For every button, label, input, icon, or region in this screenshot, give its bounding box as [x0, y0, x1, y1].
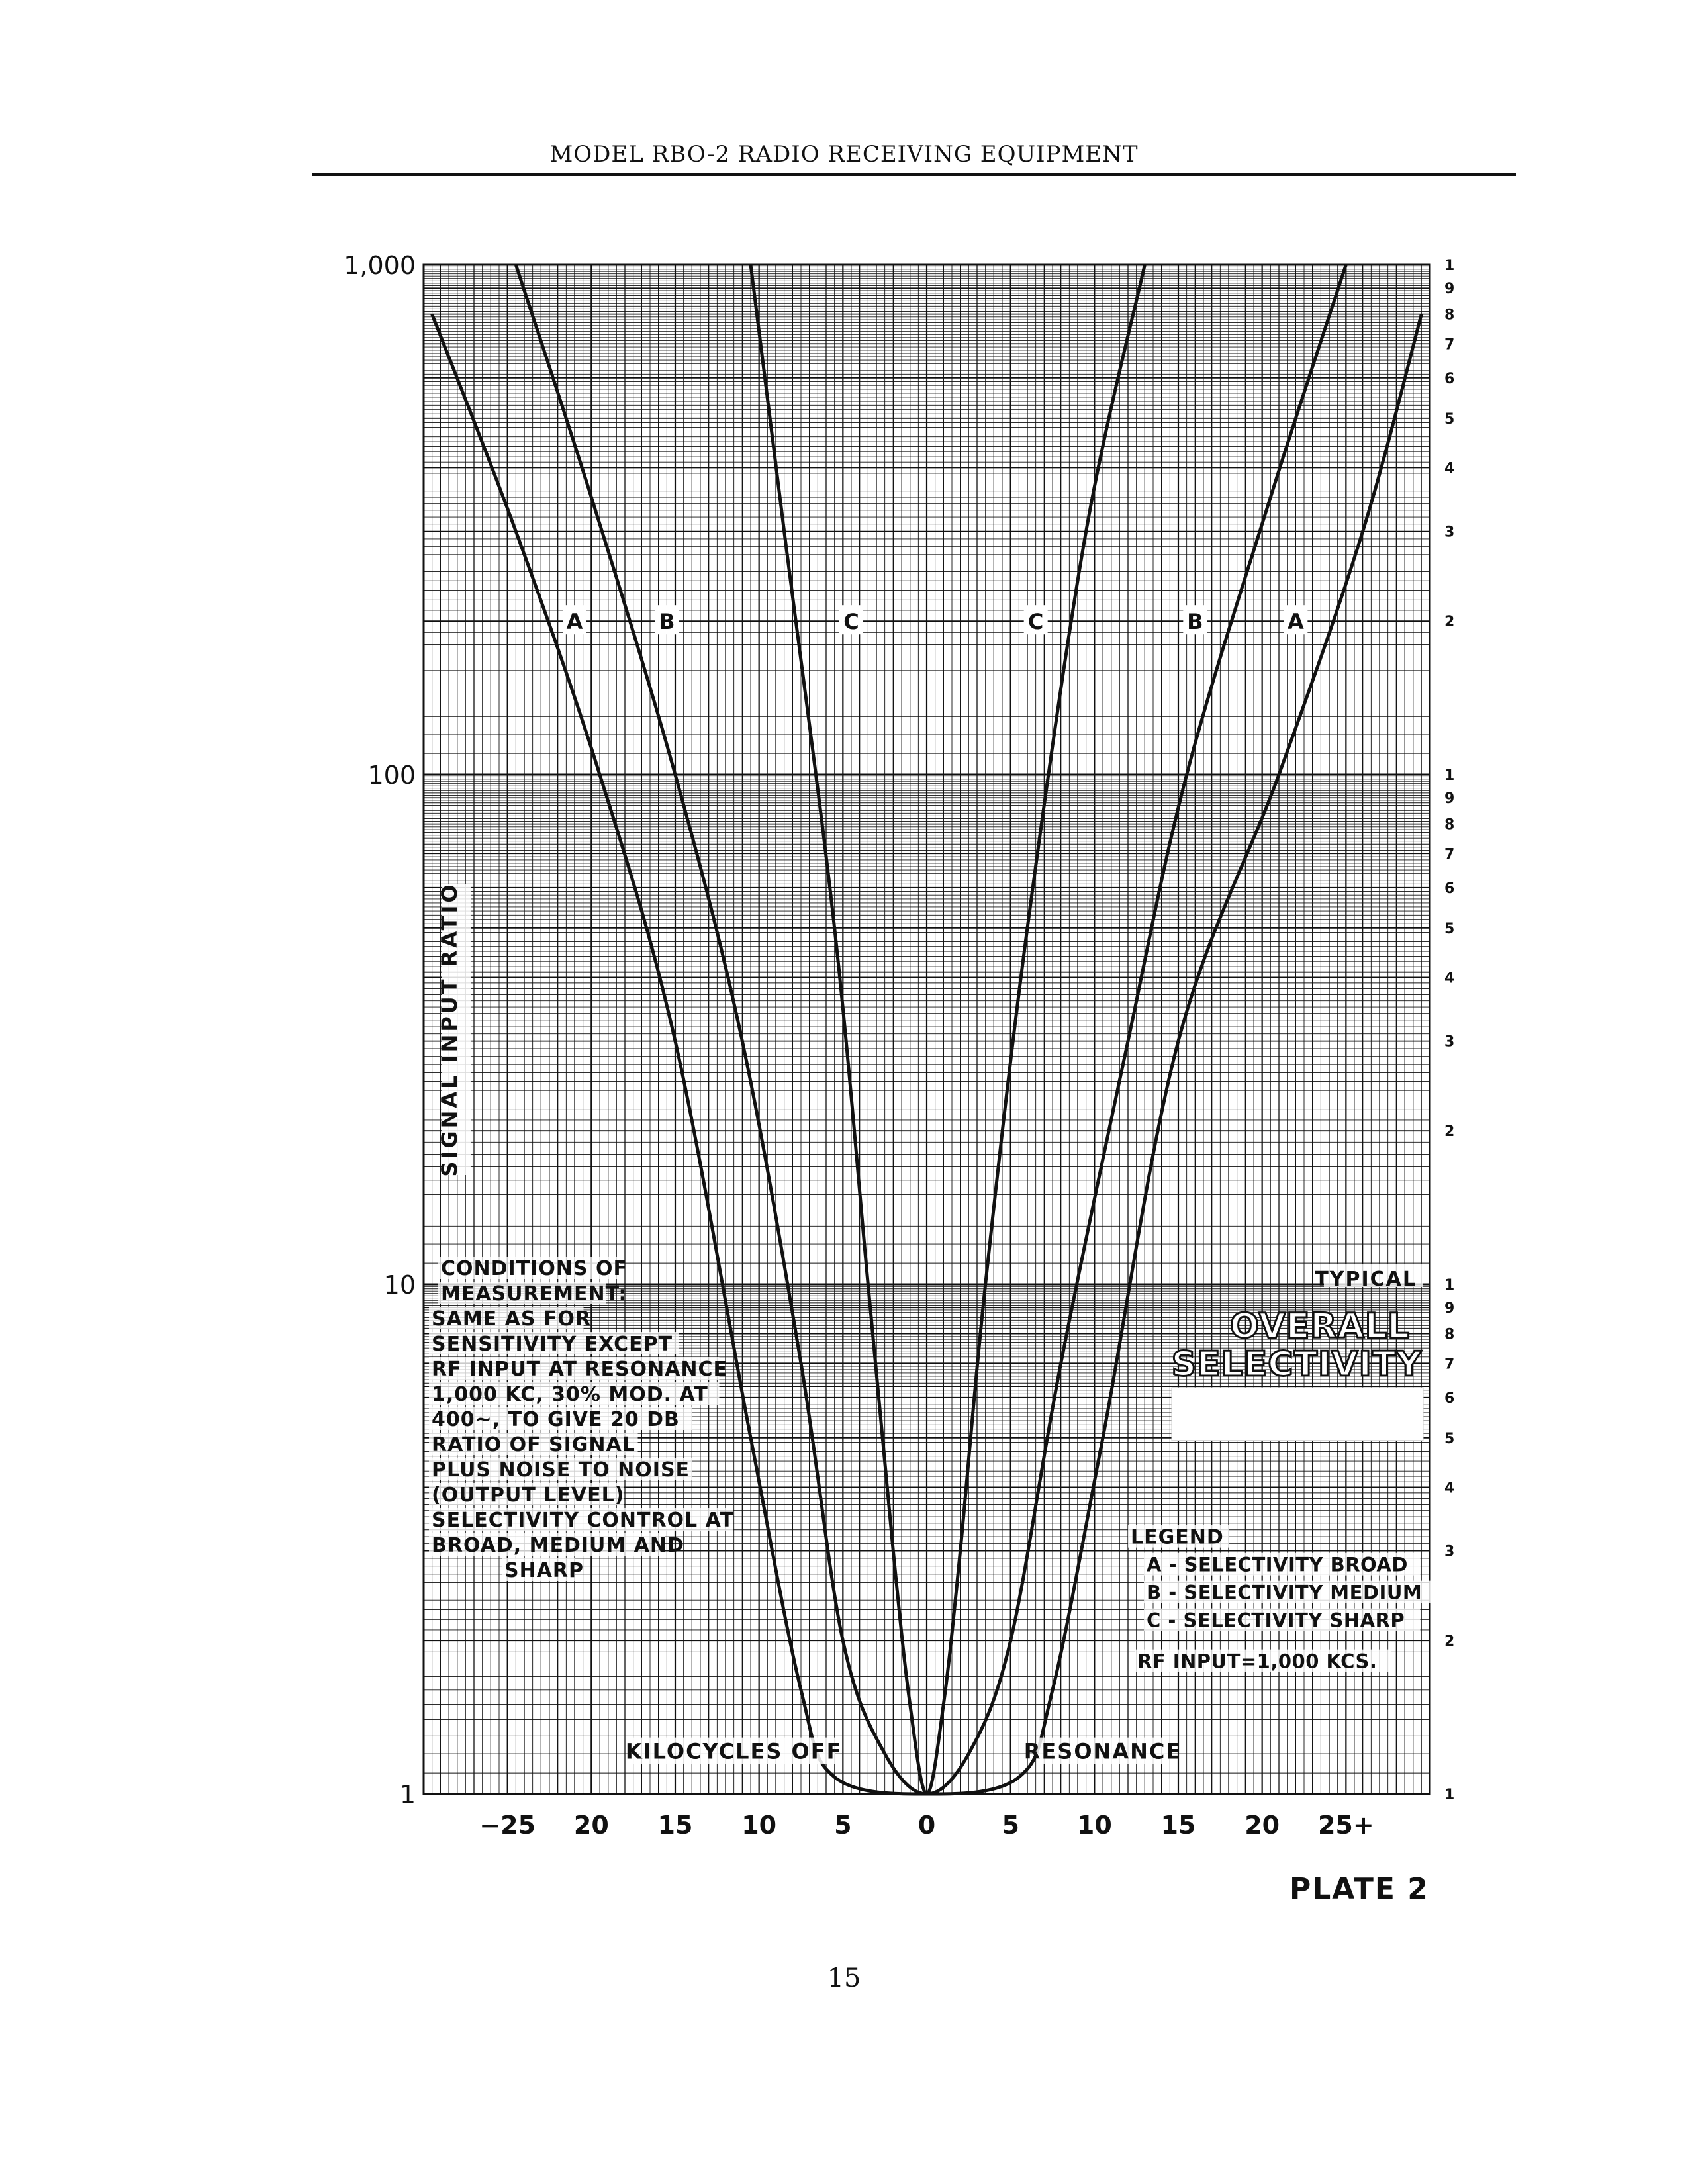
header-title: MODEL RBO-2 RADIO RECEIVING EQUIPMENT [549, 141, 1139, 167]
right-tick-label: 3 [1444, 1543, 1455, 1560]
curve-label-a: A [1287, 609, 1304, 635]
right-tick-label: 6 [1444, 1390, 1455, 1407]
curve-label-a: A [566, 609, 583, 635]
right-tick-label: 7 [1444, 1356, 1455, 1373]
y-tick-label: 10 [383, 1270, 416, 1300]
right-tick-label: 2 [1444, 1123, 1455, 1141]
plate-label: PLATE 2 [1289, 1872, 1429, 1906]
conditions-note-line: (OUTPUT LEVEL) [432, 1484, 625, 1507]
right-tick-label: 3 [1444, 1033, 1455, 1051]
curve-label-c: C [1027, 609, 1044, 635]
right-tick-label: 8 [1444, 307, 1455, 324]
right-tick-label: 6 [1444, 880, 1455, 897]
x-tick-label: 20 [1244, 1811, 1280, 1840]
chart-title-overall: OVERALL [1229, 1306, 1410, 1347]
right-tick-label: 1 [1444, 1277, 1455, 1294]
right-tick-label: 7 [1444, 846, 1455, 863]
right-tick-label: 5 [1444, 920, 1455, 937]
conditions-note-line: RATIO OF SIGNAL [432, 1433, 635, 1456]
right-tick-label: 1 [1444, 767, 1455, 784]
right-tick-label: 4 [1444, 970, 1455, 987]
x-tick-label: 25+ [1317, 1811, 1374, 1840]
y-axis-label: SIGNAL INPUT RATIO [437, 882, 462, 1177]
x-tick-label: 5 [1002, 1811, 1019, 1840]
x-tick-label: 10 [1076, 1811, 1112, 1840]
legend-entry: A - SELECTIVITY BROAD [1147, 1553, 1408, 1576]
x-tick-label: 15 [657, 1811, 693, 1840]
right-tick-label: 9 [1444, 281, 1455, 298]
x-tick-label: 20 [573, 1811, 609, 1840]
right-tick-label: 7 [1444, 336, 1455, 354]
right-tick-label: 5 [1444, 410, 1455, 428]
x-axis-label-right: RESONANCE [1023, 1738, 1182, 1764]
right-tick-label: 5 [1444, 1430, 1455, 1447]
conditions-note-line: SELECTIVITY CONTROL AT [432, 1509, 734, 1532]
right-tick-label: 4 [1444, 1480, 1455, 1497]
conditions-note-line: 1,000 KC, 30% MOD. AT [432, 1383, 708, 1406]
y-tick-label: 100 [367, 761, 416, 790]
x-tick-label: 0 [917, 1811, 936, 1840]
curve-label-b: B [1187, 609, 1203, 635]
legend-entry: C - SELECTIVITY SHARP [1147, 1609, 1405, 1632]
conditions-note-line: RF INPUT AT RESONANCE [432, 1358, 728, 1381]
x-tick-label: 5 [834, 1811, 852, 1840]
right-tick-label: 2 [1444, 614, 1455, 631]
conditions-note-line: PLUS NOISE TO NOISE [432, 1458, 690, 1482]
x-tick-label: −25 [479, 1811, 536, 1840]
right-tick-label: 3 [1444, 524, 1455, 541]
legend-entry: B - SELECTIVITY MEDIUM [1147, 1581, 1423, 1604]
right-tick-label: 8 [1444, 816, 1455, 833]
legend-title: LEGEND [1131, 1525, 1224, 1549]
chart-title-selectivity: SELECTIVITY [1171, 1345, 1422, 1385]
conditions-note-line: CONDITIONS OF [441, 1257, 628, 1280]
right-tick-label: 2 [1444, 1633, 1455, 1650]
blank-label-box [1172, 1388, 1423, 1441]
right-tick-label: 8 [1444, 1326, 1455, 1343]
right-tick-label: 9 [1444, 1300, 1455, 1317]
right-tick-label: 6 [1444, 370, 1455, 387]
curve-label-b: B [659, 609, 675, 635]
page-number: 15 [827, 1963, 861, 1993]
y-tick-label: 1 [399, 1780, 416, 1809]
conditions-note-line: MEASUREMENT: [441, 1282, 628, 1306]
curve-label-c: C [843, 609, 859, 635]
x-tick-label: 10 [741, 1811, 777, 1840]
chart-title-typical: TYPICAL [1315, 1268, 1417, 1291]
right-tick-label: 1 [1444, 1787, 1455, 1803]
conditions-note-line: SAME AS FOR [432, 1307, 591, 1331]
legend-note: RF INPUT=1,000 KCS. [1137, 1650, 1378, 1673]
x-axis-label-left: KILOCYCLES OFF [625, 1738, 843, 1764]
right-tick-label: 9 [1444, 790, 1455, 808]
right-tick-label: 4 [1444, 460, 1455, 477]
x-tick-label: 15 [1160, 1811, 1196, 1840]
conditions-note-line: BROAD, MEDIUM AND [432, 1534, 684, 1557]
y-tick-label: 1,000 [344, 251, 416, 280]
conditions-note-line: SENSITIVITY EXCEPT [432, 1333, 673, 1356]
conditions-note-line: 400~, TO GIVE 20 DB [432, 1408, 680, 1431]
right-tick-label: 1 [1444, 258, 1455, 274]
conditions-note-line: SHARP [504, 1559, 585, 1582]
